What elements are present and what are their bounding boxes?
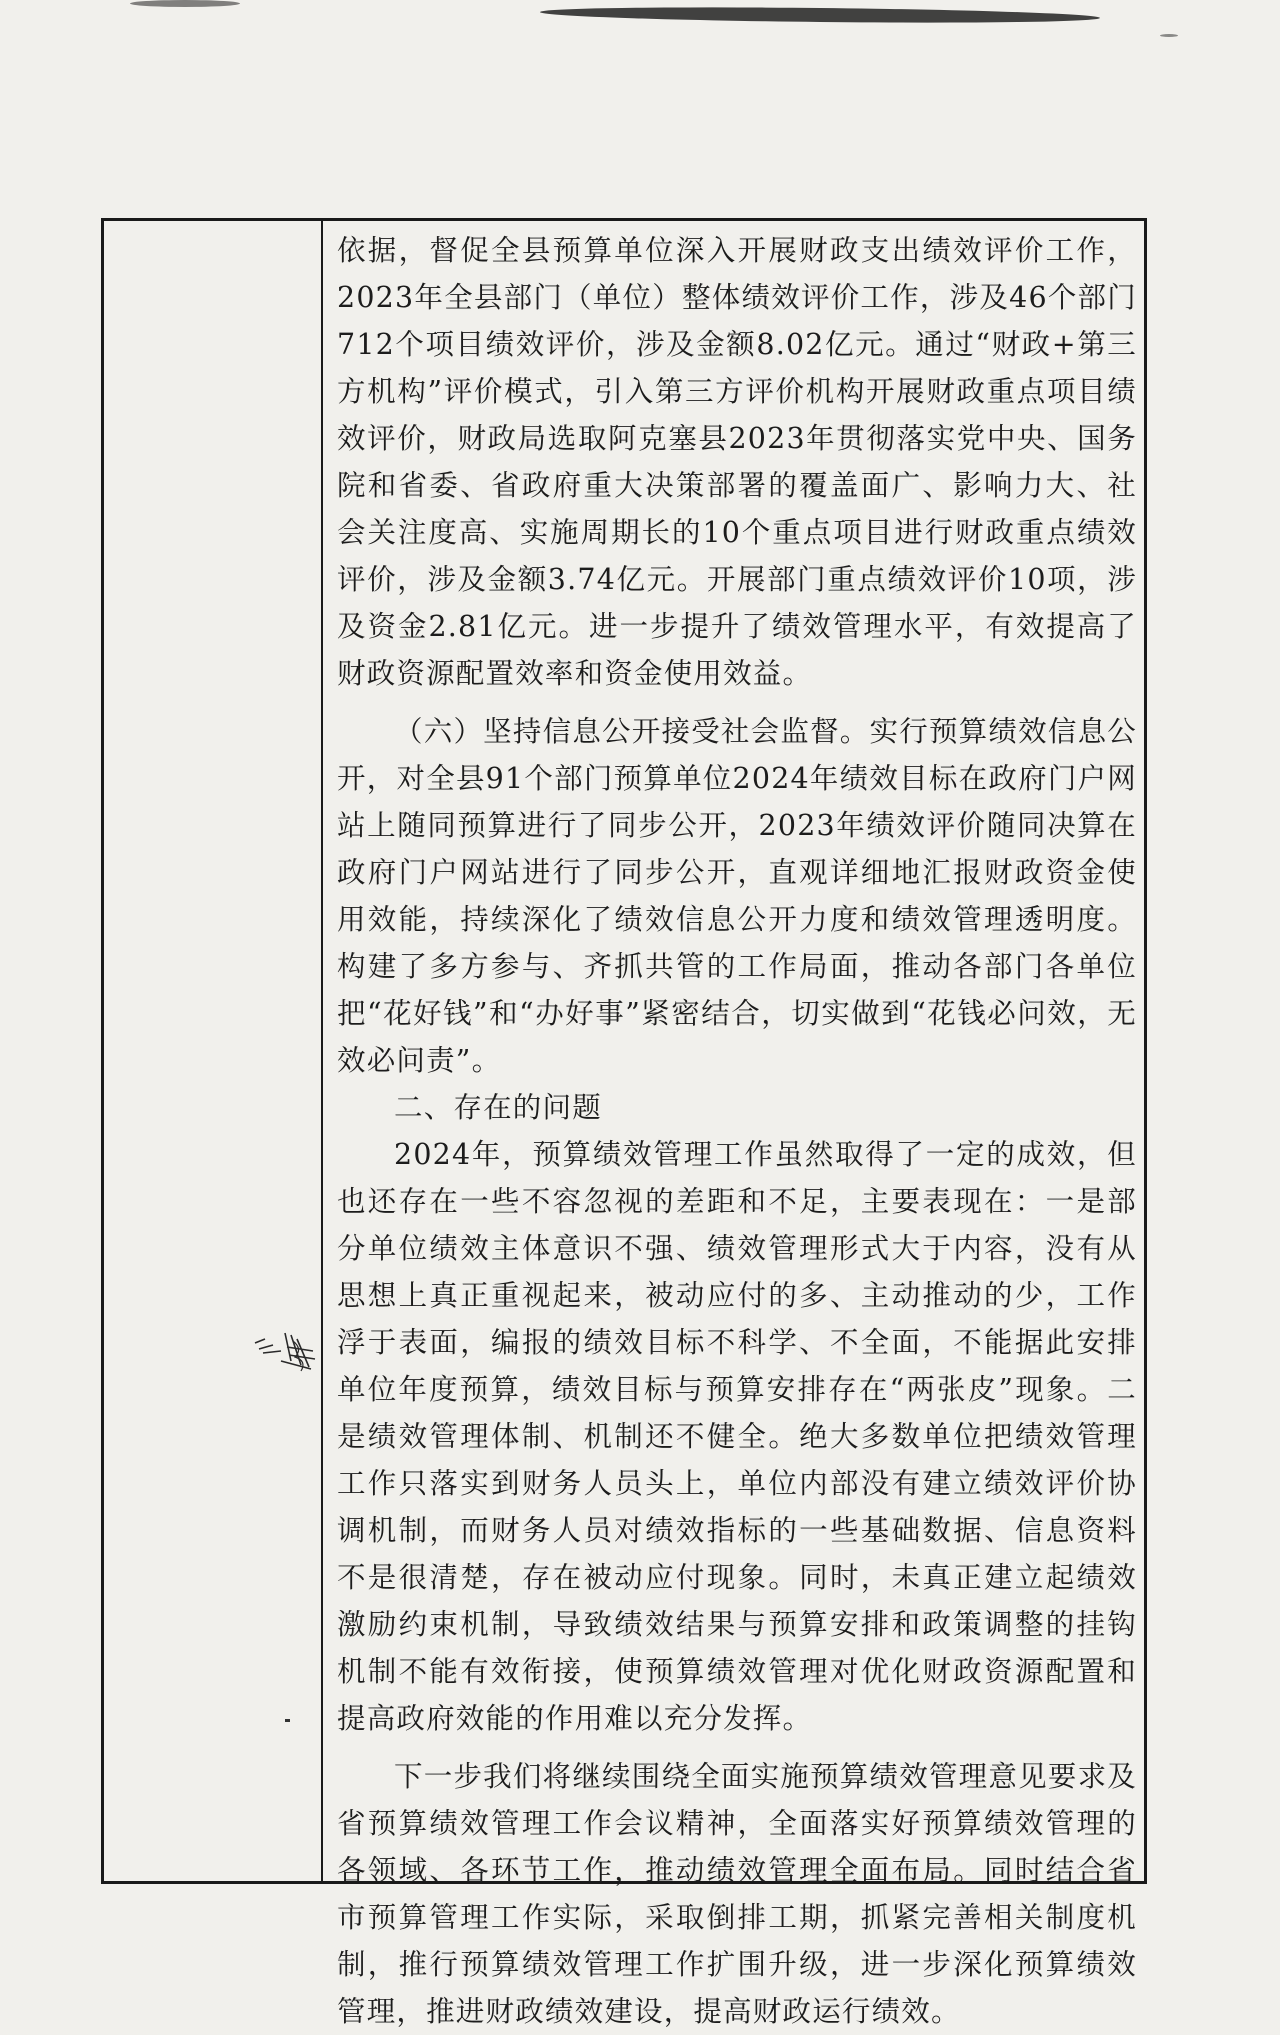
paragraph-information-disclosure: （六）坚持信息公开接受社会监督。实行预算绩效信息公开，对全县91个部门预算单位2024年绩效目标在政府门户网站上随同预算进行了同步公开，2023年绩效评价随同决算在政府门户网站进行了同步公开，直观详细地汇报财政资金使用效能，持续深化了绩效信息公开力度和绩效管理透明度。构建了多方参与、齐抓共管的工作局面，推动各部门各单位把“花好钱”和“办好事”紧密结合，切实做到“花钱必问效，无效必问责”。 — [337, 715, 1137, 1077]
paragraph-problems: 2024年，预算绩效管理工作虽然取得了一定的成效，但也还存在一些不容忽视的差距和不足，主要表现在：一是部分单位绩效主体意识不强、绩效管理形式大于内容，没有从思想上真正重视起来，被动应付的多、主动推动的少，工作浮于表面，编报的绩效目标不科学、不全面，不能据此安排单位年度预算，绩效目标与预算安排存在“两张皮”现象。二是绩效管理体制、机制还不健全。绝大多数单位把绩效管理工作只落实到财务人员头上，单位内部没有建立绩效评价协调机制，而财务人员对绩效指标的一些基础数据、信息资料不是很清楚，存在被动应付现象。同时，未真正建立起绩效激励约束机制，导致绩效结果与预算安排和政策调整的挂钩机制不能有效衔接，使预算绩效管理对优化财政资源配置和提高政府效能的作用难以充分发挥。 — [337, 1138, 1137, 1735]
scan-streak — [1160, 34, 1178, 37]
handwritten-mark-icon — [251, 1321, 321, 1381]
report-body — [337, 227, 1137, 2035]
report-form-table — [101, 218, 1147, 2028]
paragraph-next-steps: 下一步我们将继续围绕全面实施预算绩效管理意见要求及省预算绩效管理工作会议精神，全面落实好预算绩效管理的各领域、各环节工作，推动绩效管理全面布局。同时结合省市预算管理工作实际，采取倒排工期，抓紧完善相关制度机制，推行预算绩效管理工作扩围升级，进一步深化预算绩效管理，推进财政绩效建设，提高财政运行绩效。 — [337, 1760, 1137, 2028]
section-heading-problems: 二、存在的问题 — [394, 1091, 602, 1124]
scan-streak — [540, 5, 1100, 25]
paragraph-continued: 依据，督促全县预算单位深入开展财政支出绩效评价工作，2023年全县部门（单位）整体绩效评价工作，涉及46个部门712个项目绩效评价，涉及金额8.02亿元。通过“财政+第三方机构”评价模式，引入第三方评价机构开展财政重点项目绩效评价，财政局选取阿克塞县2023年贯彻落实党中央、国务院和省委、省政府重大决策部署的覆盖面广、影响力大、社会关注度高、实施周期长的10个重点项目进行财政重点绩效评价，涉及金额3.74亿元。开展部门重点绩效评价10项，涉及资金2.81亿元。进一步提升了绩效管理水平，有效提高了财政资源配置效率和资金使用效益。 — [337, 234, 1137, 690]
form-label-column — [104, 221, 323, 1881]
scan-streak — [130, 0, 240, 7]
stray-mark — [285, 1719, 290, 1722]
